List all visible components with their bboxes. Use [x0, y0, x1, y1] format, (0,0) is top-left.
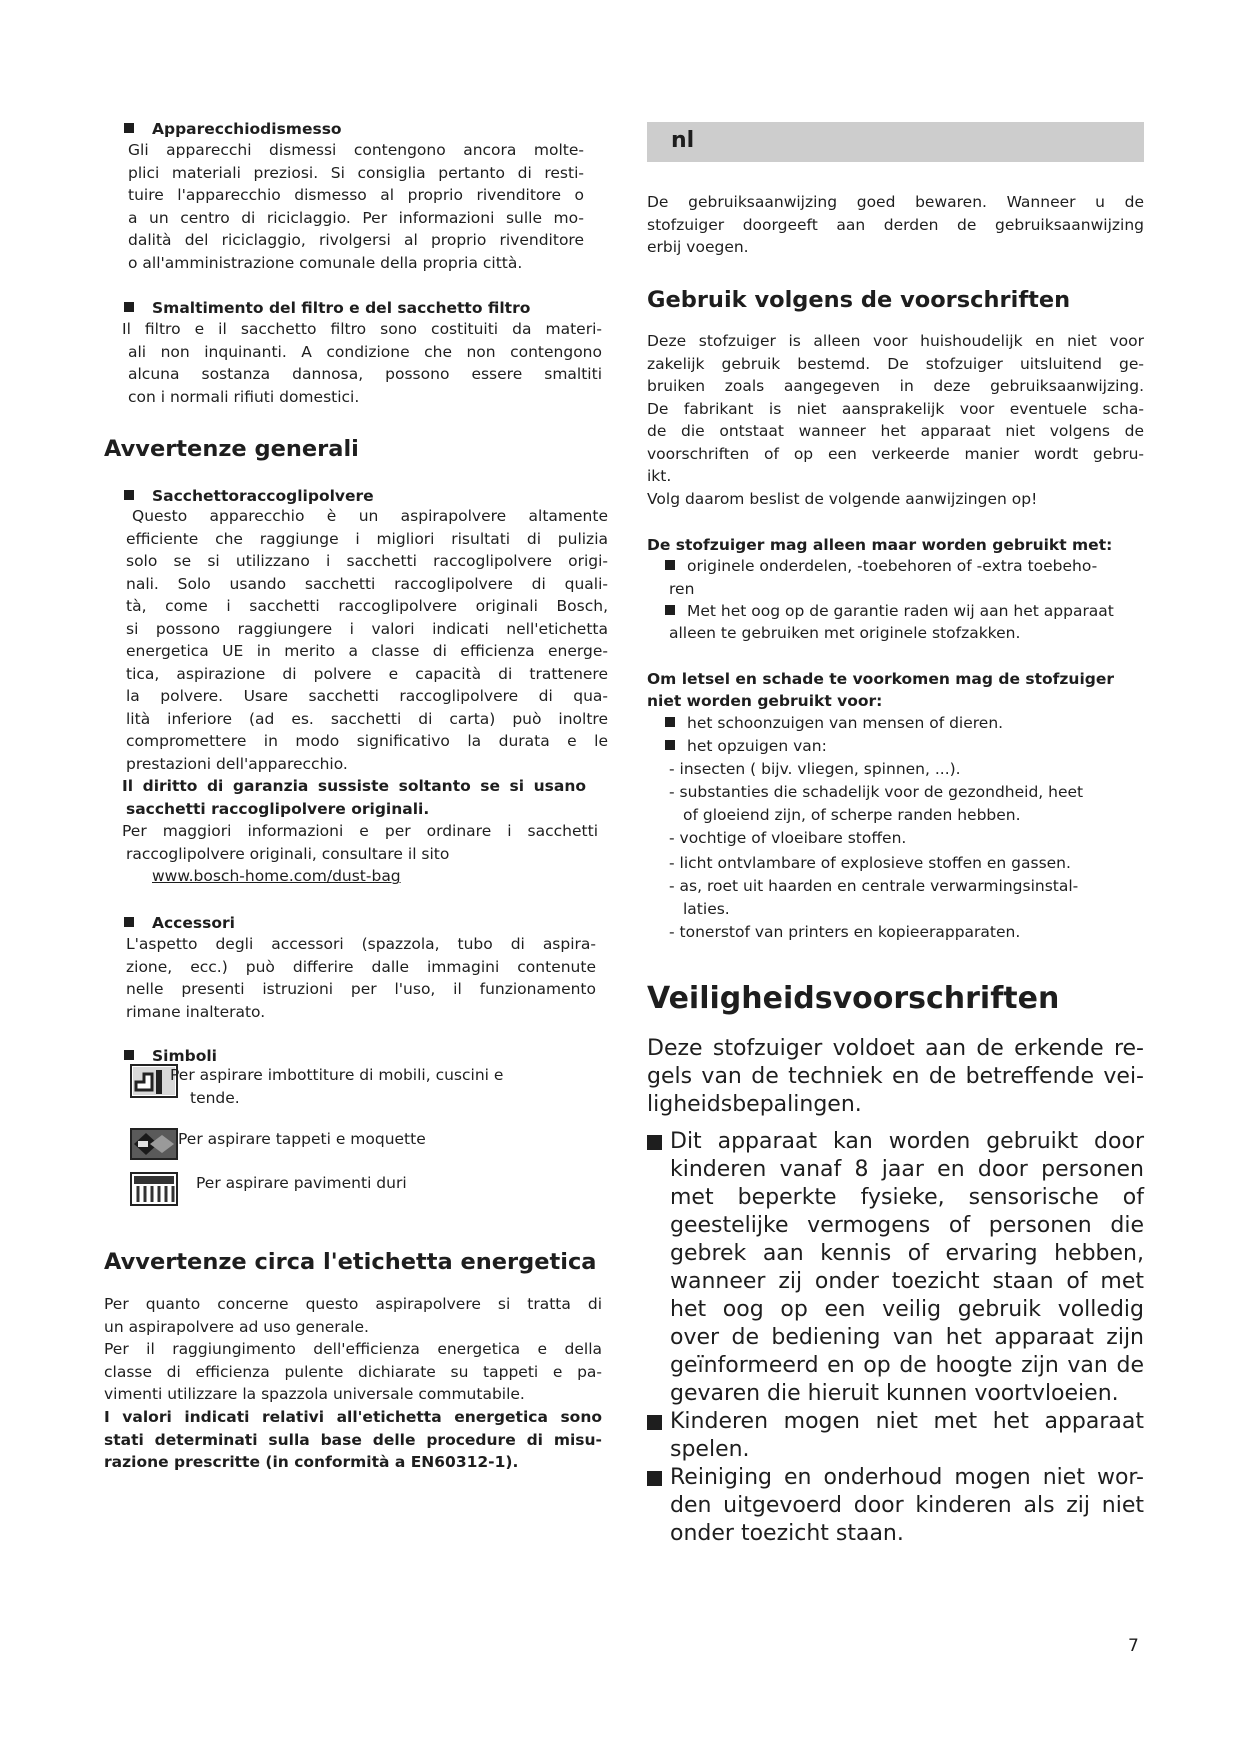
- dash-item-as-roet: - as, roet uit haarden en centrale verwarmingsinstal-: [669, 877, 1079, 895]
- list-item-garantie: Met het oog op de garantie raden wij aan het apparaat: [665, 600, 1159, 623]
- list-item-reiniging: [647, 1464, 1144, 1548]
- dash-item-ontvlambare: - licht ontvlambare of explosieve stoffen en gassen.: [669, 854, 1071, 872]
- section-title-etichetta-energetica: Avvertenze circa l'etichetta energetica: [104, 1249, 597, 1275]
- dash-item-as-roet-cont: laties.: [683, 900, 730, 918]
- section-heading-simboli: Simboli: [124, 1045, 217, 1067]
- subheading-letsel-cont: niet worden gebruikt voor:: [647, 692, 883, 710]
- dust-bag-link[interactable]: www.bosch-home.com/dust-bag: [152, 867, 401, 885]
- subheading-letsel: Om letsel en schade te voorkomen mag de stofzuiger: [647, 670, 1115, 688]
- bullet-square-icon: [665, 717, 675, 727]
- dash-item-substanties-cont: of gloeiend zijn, of scherpe randen hebben.: [683, 806, 1021, 824]
- symbol-text-upholstery: Per aspirare imbottiture di mobili, cuscini e: [170, 1066, 504, 1084]
- section-title-avvertenze-generali: Avvertenze generali: [104, 436, 359, 462]
- paragraph-gebruik: Deze stofzuiger is alleen voor huishoudelijk en niet voor zakelijk gebruik bestemd. De stofzuiger uitsluitend ge- bruiken zoals aangegeven in deze gebruiksaanwijzing. De fabrikant is niet aansprakelijk voor eventuele scha- de die ontstaat wanneer het apparaat niet volgens de voorschriften of op een verkeerde manier wordt gebru- ikt. Volg daarom beslist de volgende aanwijzingen op!: [647, 332, 1144, 508]
- paragraph-etichetta-bold: I valori indicati relativi all'etichetta energetica sono stati determinati sulla base delle procedure di misu- razione prescritte (in conformità a EN60312-1).: [104, 1408, 602, 1471]
- list-item-kinderen-8-jaar: [647, 1128, 1144, 1408]
- list-item-schoonzuigen: het schoonzuigen van mensen of dieren.: [665, 712, 1003, 735]
- section-heading-sacchetto: Sacchettoraccoglipolvere: [124, 485, 374, 507]
- subheading-alleen-met: De stofzuiger mag alleen maar worden gebruikt met:: [647, 536, 1113, 554]
- paragraph-smaltimento: Il filtro e il sacchetto filtro sono costituiti da materi- ali non inquinanti. A condizione che non contengono alcuna sostanza dannosa, possono essere smaltiti con i normali rifiuti domestici.: [122, 320, 602, 406]
- paragraph-accessori: L'aspetto degli accessori (spazzola, tubo di aspira- zione, ecc.) può differire dalle immagini contenute nelle presenti istruzioni per l'uso, il funzionamento rimane inalterato.: [126, 935, 596, 1021]
- language-code: nl: [671, 128, 695, 153]
- symbol-text-carpet: Per aspirare tappeti e moquette: [178, 1130, 426, 1148]
- dust-bag-link-row: [126, 865, 416, 888]
- paragraph-intro-nl: De gebruiksaanwijzing goed bewaren. Wanneer u de stofzuiger doorgeeft aan derden de gebruiksaanwijzing erbij voegen.: [647, 193, 1144, 256]
- list-item-opzuigen: het opzuigen van:: [665, 735, 827, 758]
- symbol-text-hard-floor: Per aspirare pavimenti duri: [196, 1174, 407, 1192]
- dash-item-vochtige: - vochtige of vloeibare stoffen.: [669, 829, 907, 847]
- bullet-square-icon: [647, 1415, 662, 1430]
- list-item-kinderen-8-jaar-text: Dit apparaat kan worden gebruikt door kinderen vanaf 8 jaar en door personen met beperkte fysieke, sensorische of geestelijke vermogens of personen die gebrek aan kennis of ervaring hebben, wanneer zij onder toezicht staan of met het oog op een veilig gebruik volledig over de bediening van het apparaat zijn geïnformeerd en op de hoogte zijn van de gevaren die hieruit kunnen voortvloeien.: [670, 1129, 1144, 1406]
- hard-floor-nozzle-icon: [130, 1172, 178, 1206]
- section-title-veiligheid: Veiligheidsvoorschriften: [647, 981, 1060, 1016]
- section-heading-apparecchio-dismesso: Apparecchiodismesso: [124, 118, 342, 140]
- list-item-kinderen-spelen-text: Kinderen mogen niet met het apparaat spelen.: [670, 1409, 1144, 1462]
- section-heading-smaltimento: Smaltimento del filtro e del sacchetto filtro: [124, 297, 530, 319]
- dash-item-tonerstof: - tonerstof van printers en kopieerapparaten.: [669, 923, 1021, 941]
- bullet-square-icon: [665, 560, 675, 570]
- bullet-square-icon: [647, 1471, 662, 1486]
- dash-item-insecten: - insecten ( bijv. vliegen, spinnen, ...).: [669, 760, 961, 778]
- symbol-text-upholstery-cont: tende.: [190, 1089, 240, 1107]
- list-item-kinderen-spelen: [647, 1408, 1144, 1464]
- bullet-square-icon: [124, 1050, 134, 1060]
- paragraph-info-sacchetti: Per maggiori informazioni e per ordinare i sacchetti raccoglipolvere originali, consultare il sito: [122, 822, 598, 863]
- section-title-gebruik: Gebruik volgens de voorschriften: [647, 287, 1071, 313]
- page-number: 7: [1128, 1636, 1139, 1656]
- list-item-reiniging-text: Reiniging en onderhoud mogen niet wor- den uitgevoerd door kinderen als zij niet onder toezicht staan.: [670, 1465, 1144, 1546]
- bullet-square-icon: [647, 1135, 662, 1150]
- carpet-nozzle-icon: [130, 1128, 178, 1160]
- bullet-square-icon: [124, 490, 134, 500]
- dash-item-substanties: - substanties die schadelijk voor de gezondheid, heet: [669, 783, 1084, 801]
- paragraph-garanzia: Il diritto di garanzia sussiste soltanto se si usano sacchetti raccoglipolvere originali.: [122, 777, 586, 818]
- list-item-garantie-cont: alleen te gebruiken met originele stofzakken.: [669, 624, 1021, 642]
- list-item-originele-cont: ren: [669, 580, 695, 598]
- section-heading-accessori: Accessori: [124, 912, 235, 934]
- paragraph-veiligheid-intro: Deze stofzuiger voldoet aan de erkende re- gels van de techniek en de betreffende vei- ligheidsbepalingen.: [647, 1036, 1144, 1117]
- bullet-square-icon: [124, 123, 134, 133]
- paragraph-etichetta: Per quanto concerne questo aspirapolvere si tratta di un aspirapolvere ad uso generale. Per il raggiungimento dell'efficienza energetica e della classe di efficienza pulente dichiarate su tappeti e pa- vimenti utilizzare la spazzola universale commutabile.: [104, 1295, 602, 1403]
- paragraph-dismesso: Gli apparecchi dismessi contengono ancora molte- plici materiali preziosi. Si consiglia pertanto di resti- tuire l'apparecchio dismesso al proprio rivenditore o a un centro di riciclaggio. Per informazioni sulle mo- dalità del riciclaggio, rivolgersi al proprio rivenditore o all'amministrazione comunale della propria città.: [128, 141, 584, 272]
- bullet-square-icon: [665, 740, 675, 750]
- paragraph-sacchetto: Questo apparecchio è un aspirapolvere altamente efficiente che raggiunge i migliori risultati di pulizia solo se si utilizzano i sacchetti raccoglipolvere origi- nali. Solo usando sacchetti raccoglipolvere di quali- tà, come i sacchetti raccoglipolvere originali Bosch, si possono raggiungere i valori indicati nell'etichetta energetica UE in merito a classe di efficienza energe- tica, aspirazione di polvere e capacità di trattenere la polvere. Usare sacchetti raccoglipolvere di qua- lità inferiore (ad es. sacchetti di carta) può inoltre compromettere in modo significativo la durata e le prestazioni dell'apparecchio.: [126, 507, 608, 773]
- bullet-square-icon: [124, 302, 134, 312]
- bullet-square-icon: [124, 917, 134, 927]
- language-bar: [647, 122, 1144, 162]
- list-item-originele: originele onderdelen, -toebehoren of -extra toebeho-: [665, 555, 1159, 578]
- bullet-square-icon: [665, 605, 675, 615]
